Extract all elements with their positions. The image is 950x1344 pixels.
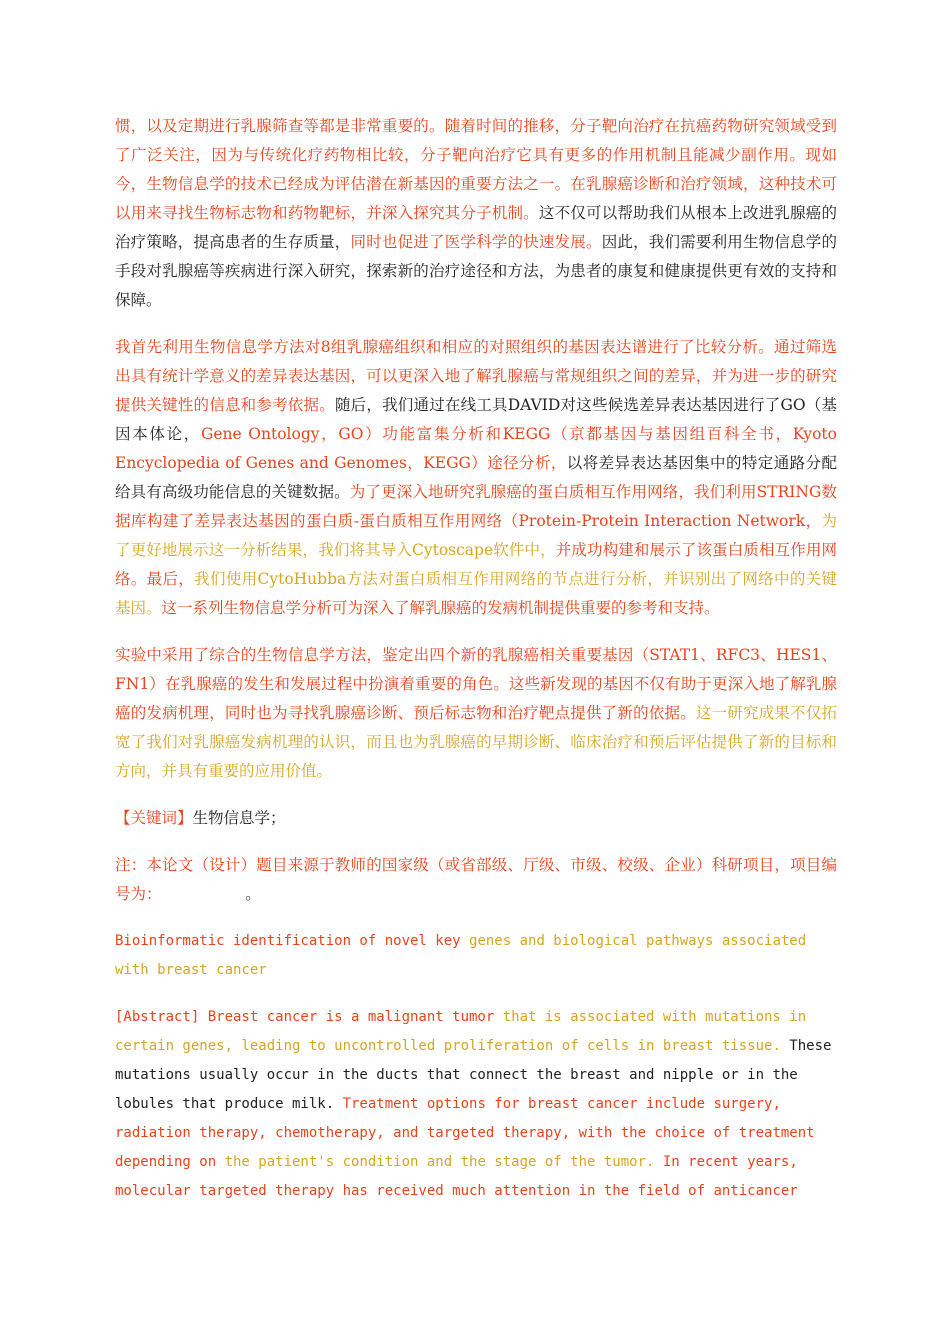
text-segment: In recent years, molecular targeted therapy has received much attention in the field of anticancer: [115, 1154, 798, 1199]
text-segment: 随后，我们通过在线工具DAVID对这些候选差异表达基因进行了GO（基因本体论，: [115, 396, 837, 443]
text-segment: that is associated with mutations in certain genes, leading to uncontrolled proliferation of cells in breast tissue.: [115, 1009, 807, 1054]
project-number-blank: [162, 885, 246, 903]
text-segment: 惯，以及定期进行乳腺筛查等都是非常重要的。随着时间的推移，分子靶向治疗在抗癌药物研究领域受到了广泛关注，因为与传统化疗药物相比较，分子靶向治疗它具有更多的作用机制且能减少副作用。现如今，生物信息学的技术已经成为评估潜在新基因的重要方法之一。在乳腺癌诊断和治疗领域，这种技术可以用来寻找生物标志物和药物靶标，并深入探究其分子机制。: [115, 117, 837, 222]
document-page: [115, 112, 837, 1224]
text-segment: 并成功构建和展示了该蛋白质相互作用网络。最后，: [115, 541, 837, 588]
chinese-abstract-paragraph-2: [115, 333, 837, 623]
english-title-part-1: Bioinformatic identification of novel key: [115, 933, 470, 949]
chinese-abstract-paragraph-3: [115, 641, 837, 786]
text-segment: Treatment options for breast cancer include surgery, radiation therapy, chemotherapy, and targeted therapy, with the choice of treatment depending on: [115, 1096, 815, 1170]
text-segment: 我首先利用生物信息学方法对8组乳腺癌组织和相应的对照组织的基因表达谱进行了比较分析。通过筛选出具有统计学意义的差异表达基因，可以更深入地了解乳腺癌与常规组织之间的差异，并为进一步的研究提供关键性的信息和参考依据。: [115, 338, 837, 414]
project-note-text: 注：本论文（设计）题目来源于教师的国家级（或省部级、厅级、市级、校级、企业）科研项目，项目编号为：: [115, 856, 837, 903]
text-segment: 同时也促进了医学科学的快速发展。: [350, 233, 602, 251]
text-segment: 这一系列生物信息学分析可为深入了解乳腺癌的发病机制提供重要的参考和支持。: [161, 599, 720, 617]
text-segment: [Abstract] Breast cancer is a malignant tumor: [115, 1009, 503, 1025]
chinese-abstract-paragraph-1: [115, 112, 837, 315]
text-segment: 这一研究成果不仅拓宽了我们对乳腺癌发病机理的认识，而且也为乳腺癌的早期诊断、临床治疗和预后评估提供了新的目标和方向，并具有重要的应用价值。: [115, 704, 837, 780]
english-abstract-paragraph: [115, 1003, 837, 1206]
english-title-part-2: genes and biological pathways associated with breast cancer: [115, 933, 807, 978]
english-title: [115, 927, 837, 985]
keywords-label: 【关键词】: [115, 809, 193, 827]
project-note-trailing: 。: [245, 885, 261, 903]
text-segment: 我们使用CytoHubba方法对蛋白质相互作用网络的节点进行分析，并识别出了网络中的关键基因。: [115, 570, 837, 617]
text-segment: the patient's condition and the stage of the tumor.: [224, 1154, 655, 1170]
text-segment: 因此，我们需要利用生物信息学的手段对乳腺癌等疾病进行深入研究，探索新的治疗途径和方法，为患者的康复和健康提供更有效的支持和保障。: [115, 233, 837, 309]
text-segment: 为了更深入地研究乳腺癌的蛋白质相互作用网络，我们利用STRING数据库构建了差异表达基因的蛋白质-蛋白质相互作用网络（Protein-Protein Interaction Network，: [115, 483, 837, 530]
text-segment: 以将差异表达基因集中的特定通路分配给具有高级功能信息的关键数据。: [115, 454, 837, 501]
keywords-value: 生物信息学；: [192, 809, 286, 827]
text-segment: Gene Ontology，GO）功能富集分析和KEGG（京都基因与基因组百科全书，Kyoto Encyclopedia of Genes and Genomes，KEGG）途径分析，: [115, 425, 837, 472]
keywords-line: [115, 804, 837, 833]
text-segment: 为了更好地展示这一分析结果，我们将其导入Cytoscape软件中，: [115, 512, 837, 559]
text-segment: 实验中采用了综合的生物信息学方法，鉴定出四个新的乳腺癌相关重要基因（STAT1、RFC3、HES1、FN1）在乳腺癌的发生和发展过程中扮演着重要的角色。这些新发现的基因不仅有助于更深入地了解乳腺癌的发病机理，同时也为寻找乳腺癌诊断、预后标志物和治疗靶点提供了新的依据。: [115, 646, 837, 722]
text-segment: These mutations usually occur in the ducts that connect the breast and nipple or in the lobules that produce milk.: [115, 1038, 832, 1112]
project-note: [115, 851, 837, 909]
text-segment: 这不仅可以帮助我们从根本上改进乳腺癌的治疗策略，提高患者的生存质量，: [115, 204, 837, 251]
